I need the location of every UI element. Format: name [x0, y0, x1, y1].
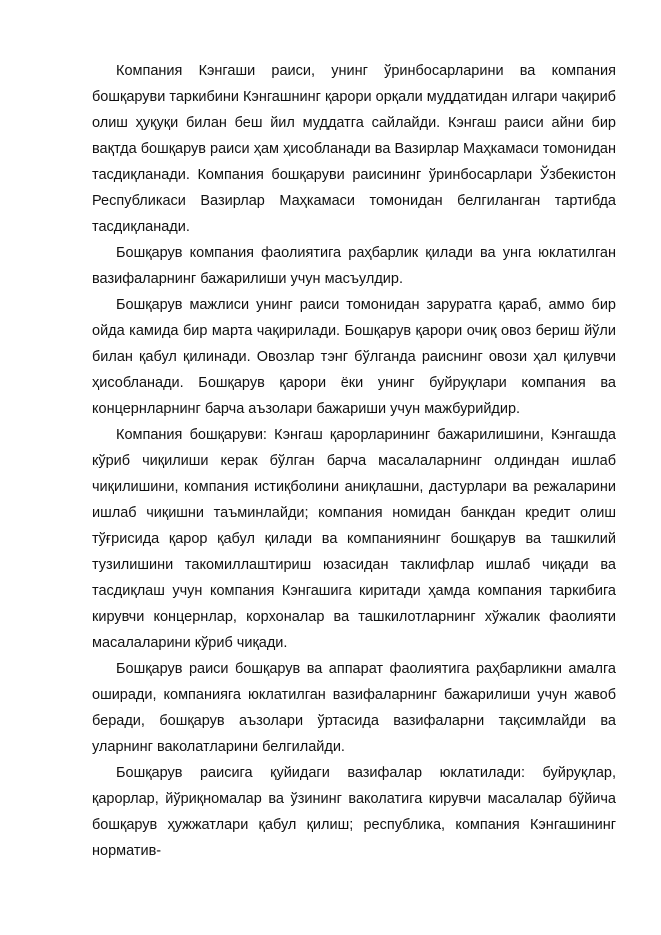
- paragraph-5: Бошқарув раиси бошқарув ва аппарат фаолиятига раҳбарликни амалга оширади, компанияга юклатилган вазифаларнинг бажарилиши учун жавоб беради, бошқарув аъзолари ўртасида вазифаларни тақсимлайди ва уларнинг ваколатларини белгилайди.: [92, 661, 616, 755]
- document-page: [92, 58, 616, 864]
- paragraph-1: Компания Кэнгаши раиси, унинг ўринбосарларини ва компания бошқаруви таркибини Кэнгашнинг қарори орқали муддатидан илгари чақириб олиш ҳуқуқи билан беш йил муддатга сайлайди. Кэнгаш раиси айни бир вақтда бошқарув раиси ҳам ҳисобланади ва Вазирлар Маҳкамаси томонидан тасдиқланади. Компания бошқаруви раисининг ўринбосарлари Ўзбекистон Республикаси Вазирлар Маҳкамаси томонидан белгиланган тартибда тасдиқланади.: [92, 63, 616, 235]
- paragraph-6: Бошқарув раисига қуйидаги вазифалар юклатилади: буйруқлар, қарорлар, йўриқномалар ва ўзининг ваколатига кирувчи масалалар бўйича бошқарув ҳужжатлари қабул қилиш; республика, компания Кэнгашининг норматив-: [92, 765, 616, 859]
- paragraph-2: Бошқарув компания фаолиятига раҳбарлик қилади ва унга юклатилган вазифаларнинг бажарилиши учун масъулдир.: [92, 245, 616, 287]
- paragraph-3: Бошқарув мажлиси унинг раиси томонидан заруратга қараб, аммо бир ойда камида бир марта чақирилади. Бошқарув қарори очиқ овоз бериш йўли билан қабул қилинади. Овозлар тэнг бўлганда раиснинг овози ҳал қилувчи ҳисобланади. Бошқарув қарори ёки унинг буйруқлари компания ва концернларнинг барча аъзолари бажариши учун мажбурийдир.: [92, 297, 616, 417]
- paragraph-4: Компания бошқаруви: Кэнгаш қарорларининг бажарилишини, Кэнгашда кўриб чиқилиши керак бўлган барча масалаларнинг олдиндан ишлаб чиқилишини, компания истиқболини аниқлашни, дастурлари ва режаларини ишлаб чиқишни таъминлайди; компания номидан банкдан кредит олиш тўғрисида қарор қабул қилади ва компаниянинг бошқарув ва ташкилий тузилишини такомиллаштириш юзасидан таклифлар ишлаб чиқади ва тасдиқлаш учун компания Кэнгашига киритади ҳамда компания таркибига кирувчи концернлар, корхоналар ва ташкилотларнинг хўжалик фаолияти масалаларини кўриб чиқади.: [92, 427, 616, 651]
